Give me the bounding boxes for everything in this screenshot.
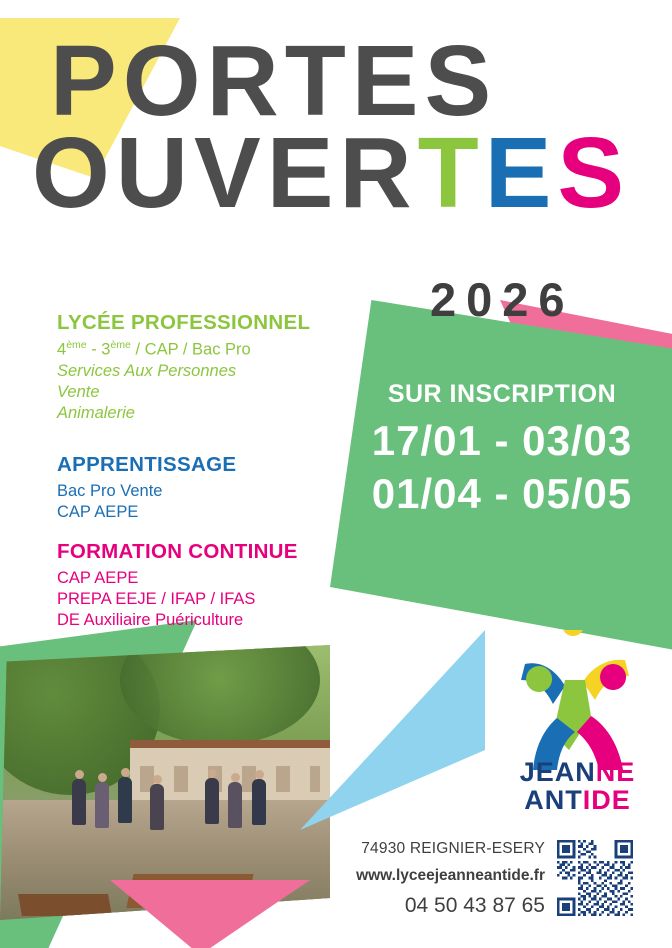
apprentissage-line-2: CAP AEPE bbox=[57, 503, 139, 522]
section-apprentissage bbox=[57, 453, 236, 523]
headline-letter-s: S bbox=[557, 117, 631, 229]
logo-ide: IDE bbox=[582, 785, 631, 816]
contact-block bbox=[330, 840, 545, 918]
contact-website[interactable]: www.lyceejeanneantide.fr bbox=[356, 867, 545, 884]
lycee-sup-2: ème bbox=[110, 339, 131, 351]
logo-ant: ANT bbox=[524, 785, 583, 816]
lycee-line-3: Vente bbox=[57, 382, 100, 401]
pink-triangle-bottom bbox=[110, 880, 310, 948]
formation-line-3: DE Auxiliaire Puériculture bbox=[57, 611, 244, 630]
section-title-formation: FORMATION CONTINUE bbox=[57, 540, 298, 563]
wooden-bench-secondary bbox=[18, 894, 112, 916]
poster-year: 2026 bbox=[430, 273, 575, 326]
campus-photo bbox=[0, 645, 330, 920]
lycee-sup-1: ème bbox=[66, 339, 87, 351]
contact-address: 74930 REIGNIER-ESERY bbox=[361, 840, 545, 857]
headline-line-1: PORTES bbox=[50, 25, 498, 137]
formation-line-2: PREPA EEJE / IFAP / IFAS bbox=[57, 590, 256, 609]
lycee-level-4: 4 bbox=[57, 340, 67, 359]
student-figure bbox=[205, 778, 219, 824]
student-figure bbox=[150, 784, 164, 830]
logo-line-1 bbox=[495, 758, 660, 786]
inscription-panel bbox=[352, 380, 652, 520]
logo-line-2 bbox=[495, 786, 660, 814]
headline-line-2 bbox=[32, 117, 631, 229]
section-title-lycee: LYCÉE PROFESSIONNEL bbox=[57, 311, 311, 334]
logo-wordmark bbox=[495, 758, 660, 815]
qr-code-icon[interactable] bbox=[557, 840, 633, 916]
student-figure bbox=[95, 782, 109, 828]
headline-letter-t: T bbox=[417, 117, 485, 229]
poster-headline bbox=[32, 25, 631, 229]
section-title-apprentissage: APPRENTISSAGE bbox=[57, 453, 237, 476]
headline-letter-e: E bbox=[484, 117, 558, 229]
logo-ne: NE bbox=[595, 757, 636, 787]
section-lycee-professionnel bbox=[57, 311, 310, 424]
apprentissage-line-1: Bac Pro Vente bbox=[57, 482, 163, 500]
student-figure bbox=[252, 779, 266, 825]
lycee-level-3: - 3 bbox=[86, 340, 111, 359]
formation-line-1: CAP AEPE bbox=[57, 569, 139, 587]
student-figure bbox=[72, 779, 86, 825]
student-figure bbox=[228, 782, 242, 828]
lycee-line-4: Animalerie bbox=[57, 403, 135, 422]
inscription-title: SUR INSCRIPTION bbox=[387, 380, 617, 408]
lycee-line-2: Services Aux Personnes bbox=[57, 361, 237, 380]
lycee-line-1 bbox=[57, 339, 310, 361]
inscription-date-range-1: 17/01 - 03/03 bbox=[371, 417, 633, 464]
student-figure bbox=[118, 777, 132, 823]
section-formation-continue bbox=[57, 540, 298, 631]
contact-phone[interactable]: 04 50 43 87 65 bbox=[404, 894, 545, 917]
headline-ouver: OUVER bbox=[32, 117, 418, 229]
logo-jean: JEAN bbox=[519, 757, 596, 787]
inscription-date-range-2: 01/04 - 05/05 bbox=[371, 469, 633, 517]
lycee-diplomas: / CAP / Bac Pro bbox=[130, 340, 251, 359]
inscription-dates bbox=[352, 415, 652, 520]
